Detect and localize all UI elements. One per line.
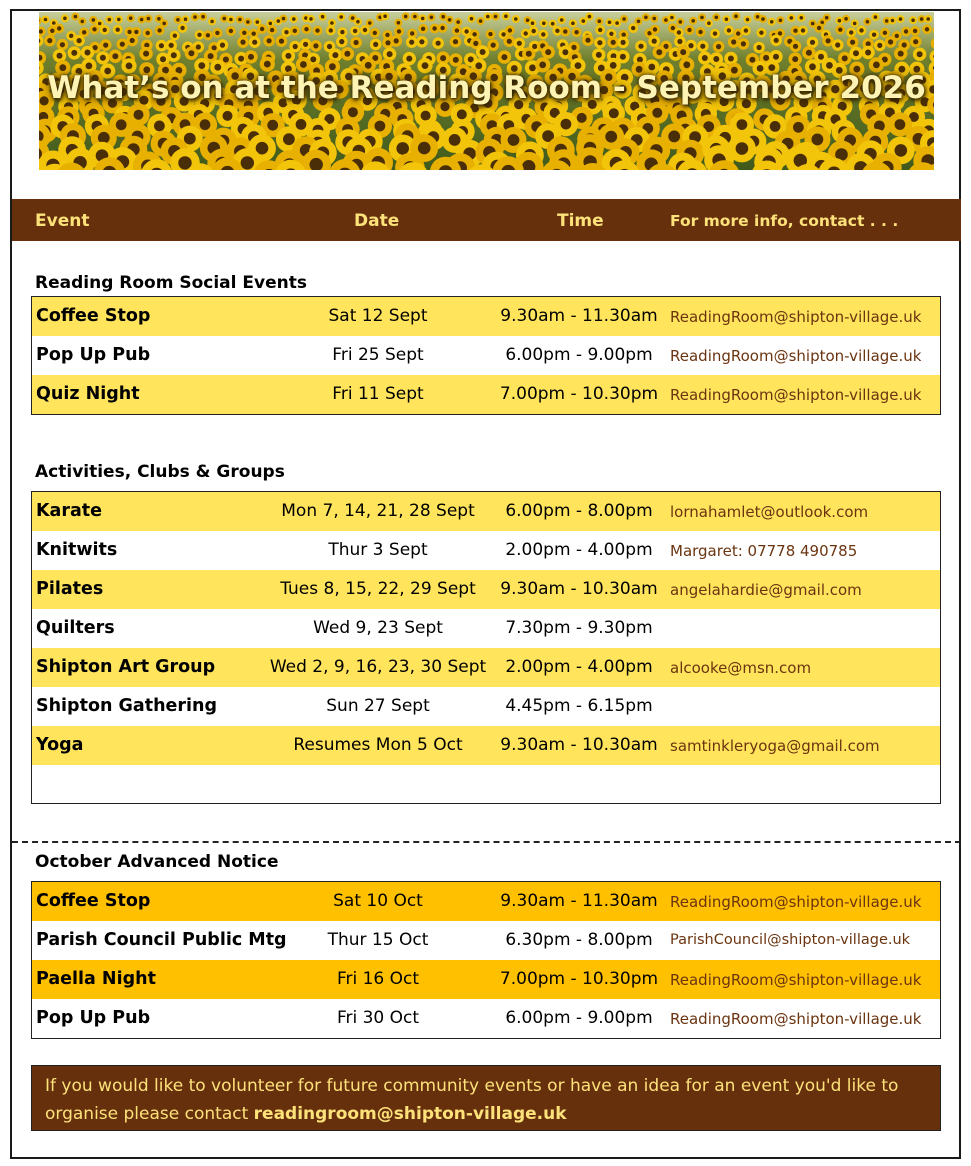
- event-name: Pop Up Pub: [36, 345, 151, 365]
- event-contact[interactable]: ReadingRoom@shipton-village.uk: [670, 893, 922, 911]
- event-name: Shipton Gathering: [36, 696, 218, 716]
- table-row: [32, 687, 940, 726]
- event-time: 9.30am - 11.30am: [500, 306, 658, 326]
- table-row: [32, 531, 940, 570]
- section-divider: [12, 841, 961, 843]
- event-contact[interactable]: ReadingRoom@shipton-village.uk: [670, 1010, 922, 1028]
- table-row: [32, 375, 940, 414]
- activities-table: [31, 491, 941, 804]
- social-events-table: [31, 296, 941, 415]
- event-contact[interactable]: alcooke@msn.com: [670, 659, 812, 677]
- header-event: Event: [35, 211, 90, 231]
- event-contact[interactable]: angelahardie@gmail.com: [670, 581, 862, 599]
- event-time: 6.00pm - 8.00pm: [505, 501, 653, 521]
- section-title-activities: Activities, Clubs & Groups: [35, 462, 285, 482]
- event-date: Fri 30 Oct: [336, 1008, 420, 1028]
- event-contact[interactable]: samtinkleryoga@gmail.com: [670, 737, 880, 755]
- event-time: 9.30am - 11.30am: [500, 891, 658, 911]
- event-name: Quilters: [36, 618, 115, 638]
- event-date: Fri 11 Sept: [332, 384, 424, 404]
- section-title-social: Reading Room Social Events: [35, 273, 307, 293]
- event-date: Thur 3 Sept: [328, 540, 428, 560]
- event-date: Wed 9, 23 Sept: [313, 618, 443, 638]
- event-contact: Margaret: 07778 490785: [670, 542, 858, 560]
- event-time: 7.30pm - 9.30pm: [505, 618, 653, 638]
- event-date: Mon 7, 14, 21, 28 Sept: [281, 501, 475, 521]
- event-contact[interactable]: ReadingRoom@shipton-village.uk: [670, 971, 922, 989]
- event-date: Wed 2, 9, 16, 23, 30 Sept: [269, 657, 487, 677]
- event-contact[interactable]: lornahamlet@outlook.com: [670, 503, 869, 521]
- table-row: [32, 648, 940, 687]
- october-table: [31, 881, 941, 1039]
- event-time: 6.00pm - 9.00pm: [505, 345, 653, 365]
- event-time: 6.30pm - 8.00pm: [505, 930, 653, 950]
- event-name: Paella Night: [36, 969, 156, 989]
- event-contact[interactable]: ReadingRoom@shipton-village.uk: [670, 386, 922, 404]
- event-name: Coffee Stop: [36, 891, 151, 911]
- banner-title: What’s on at the Reading Room - September 2026: [47, 70, 926, 106]
- event-name: Pilates: [36, 579, 104, 599]
- event-time: 2.00pm - 4.00pm: [505, 657, 653, 677]
- volunteer-notice: [31, 1065, 941, 1131]
- table-header: [12, 199, 961, 241]
- event-time: 9.30am - 10.30am: [500, 735, 658, 755]
- event-name: Quiz Night: [36, 384, 140, 404]
- event-name: Karate: [36, 501, 103, 521]
- event-time: 6.00pm - 9.00pm: [505, 1008, 653, 1028]
- header-contact: For more info, contact . . .: [670, 212, 899, 230]
- table-row: [32, 726, 940, 765]
- table-row: [32, 570, 940, 609]
- event-date: Fri 16 Oct: [336, 969, 420, 989]
- event-name: Yoga: [36, 735, 84, 755]
- event-time: 4.45pm - 6.15pm: [505, 696, 653, 716]
- volunteer-email[interactable]: readingroom@shipton-village.uk: [253, 1104, 567, 1124]
- event-date: Sat 12 Sept: [328, 306, 428, 326]
- event-date: Tues 8, 15, 22, 29 Sept: [280, 579, 476, 599]
- event-name: Shipton Art Group: [36, 657, 216, 677]
- banner: [39, 12, 934, 170]
- table-row: [32, 297, 940, 336]
- table-row: [32, 999, 940, 1038]
- event-name: Parish Council Public Mtg: [36, 930, 287, 950]
- event-date: Fri 25 Sept: [332, 345, 424, 365]
- table-row: [32, 960, 940, 999]
- event-contact[interactable]: ReadingRoom@shipton-village.uk: [670, 347, 922, 365]
- event-name: Coffee Stop: [36, 306, 151, 326]
- volunteer-text: If you would like to volunteer for future community events or have an idea for an event you'd like to organise please contact: [45, 1076, 899, 1124]
- table-row: [32, 882, 940, 921]
- event-name: Pop Up Pub: [36, 1008, 151, 1028]
- event-time: 7.00pm - 10.30pm: [499, 384, 659, 404]
- event-date: Sat 10 Oct: [333, 891, 423, 911]
- header-time: Time: [557, 211, 604, 231]
- event-time: 9.30am - 10.30am: [500, 579, 658, 599]
- event-time: 2.00pm - 4.00pm: [505, 540, 653, 560]
- table-row: [32, 336, 940, 375]
- event-date: Thur 15 Oct: [327, 930, 429, 950]
- table-row: [32, 609, 940, 648]
- event-date: Sun 27 Sept: [326, 696, 430, 716]
- event-time: 7.00pm - 10.30pm: [499, 969, 659, 989]
- section-title-october: October Advanced Notice: [35, 852, 279, 872]
- table-row: [32, 921, 940, 960]
- table-row: [32, 492, 940, 531]
- header-date: Date: [354, 211, 400, 231]
- event-contact[interactable]: ReadingRoom@shipton-village.uk: [670, 308, 922, 326]
- event-contact[interactable]: ParishCouncil@shipton-village.uk: [670, 932, 911, 948]
- event-name: Knitwits: [36, 540, 118, 560]
- event-date: Resumes Mon 5 Oct: [293, 735, 463, 755]
